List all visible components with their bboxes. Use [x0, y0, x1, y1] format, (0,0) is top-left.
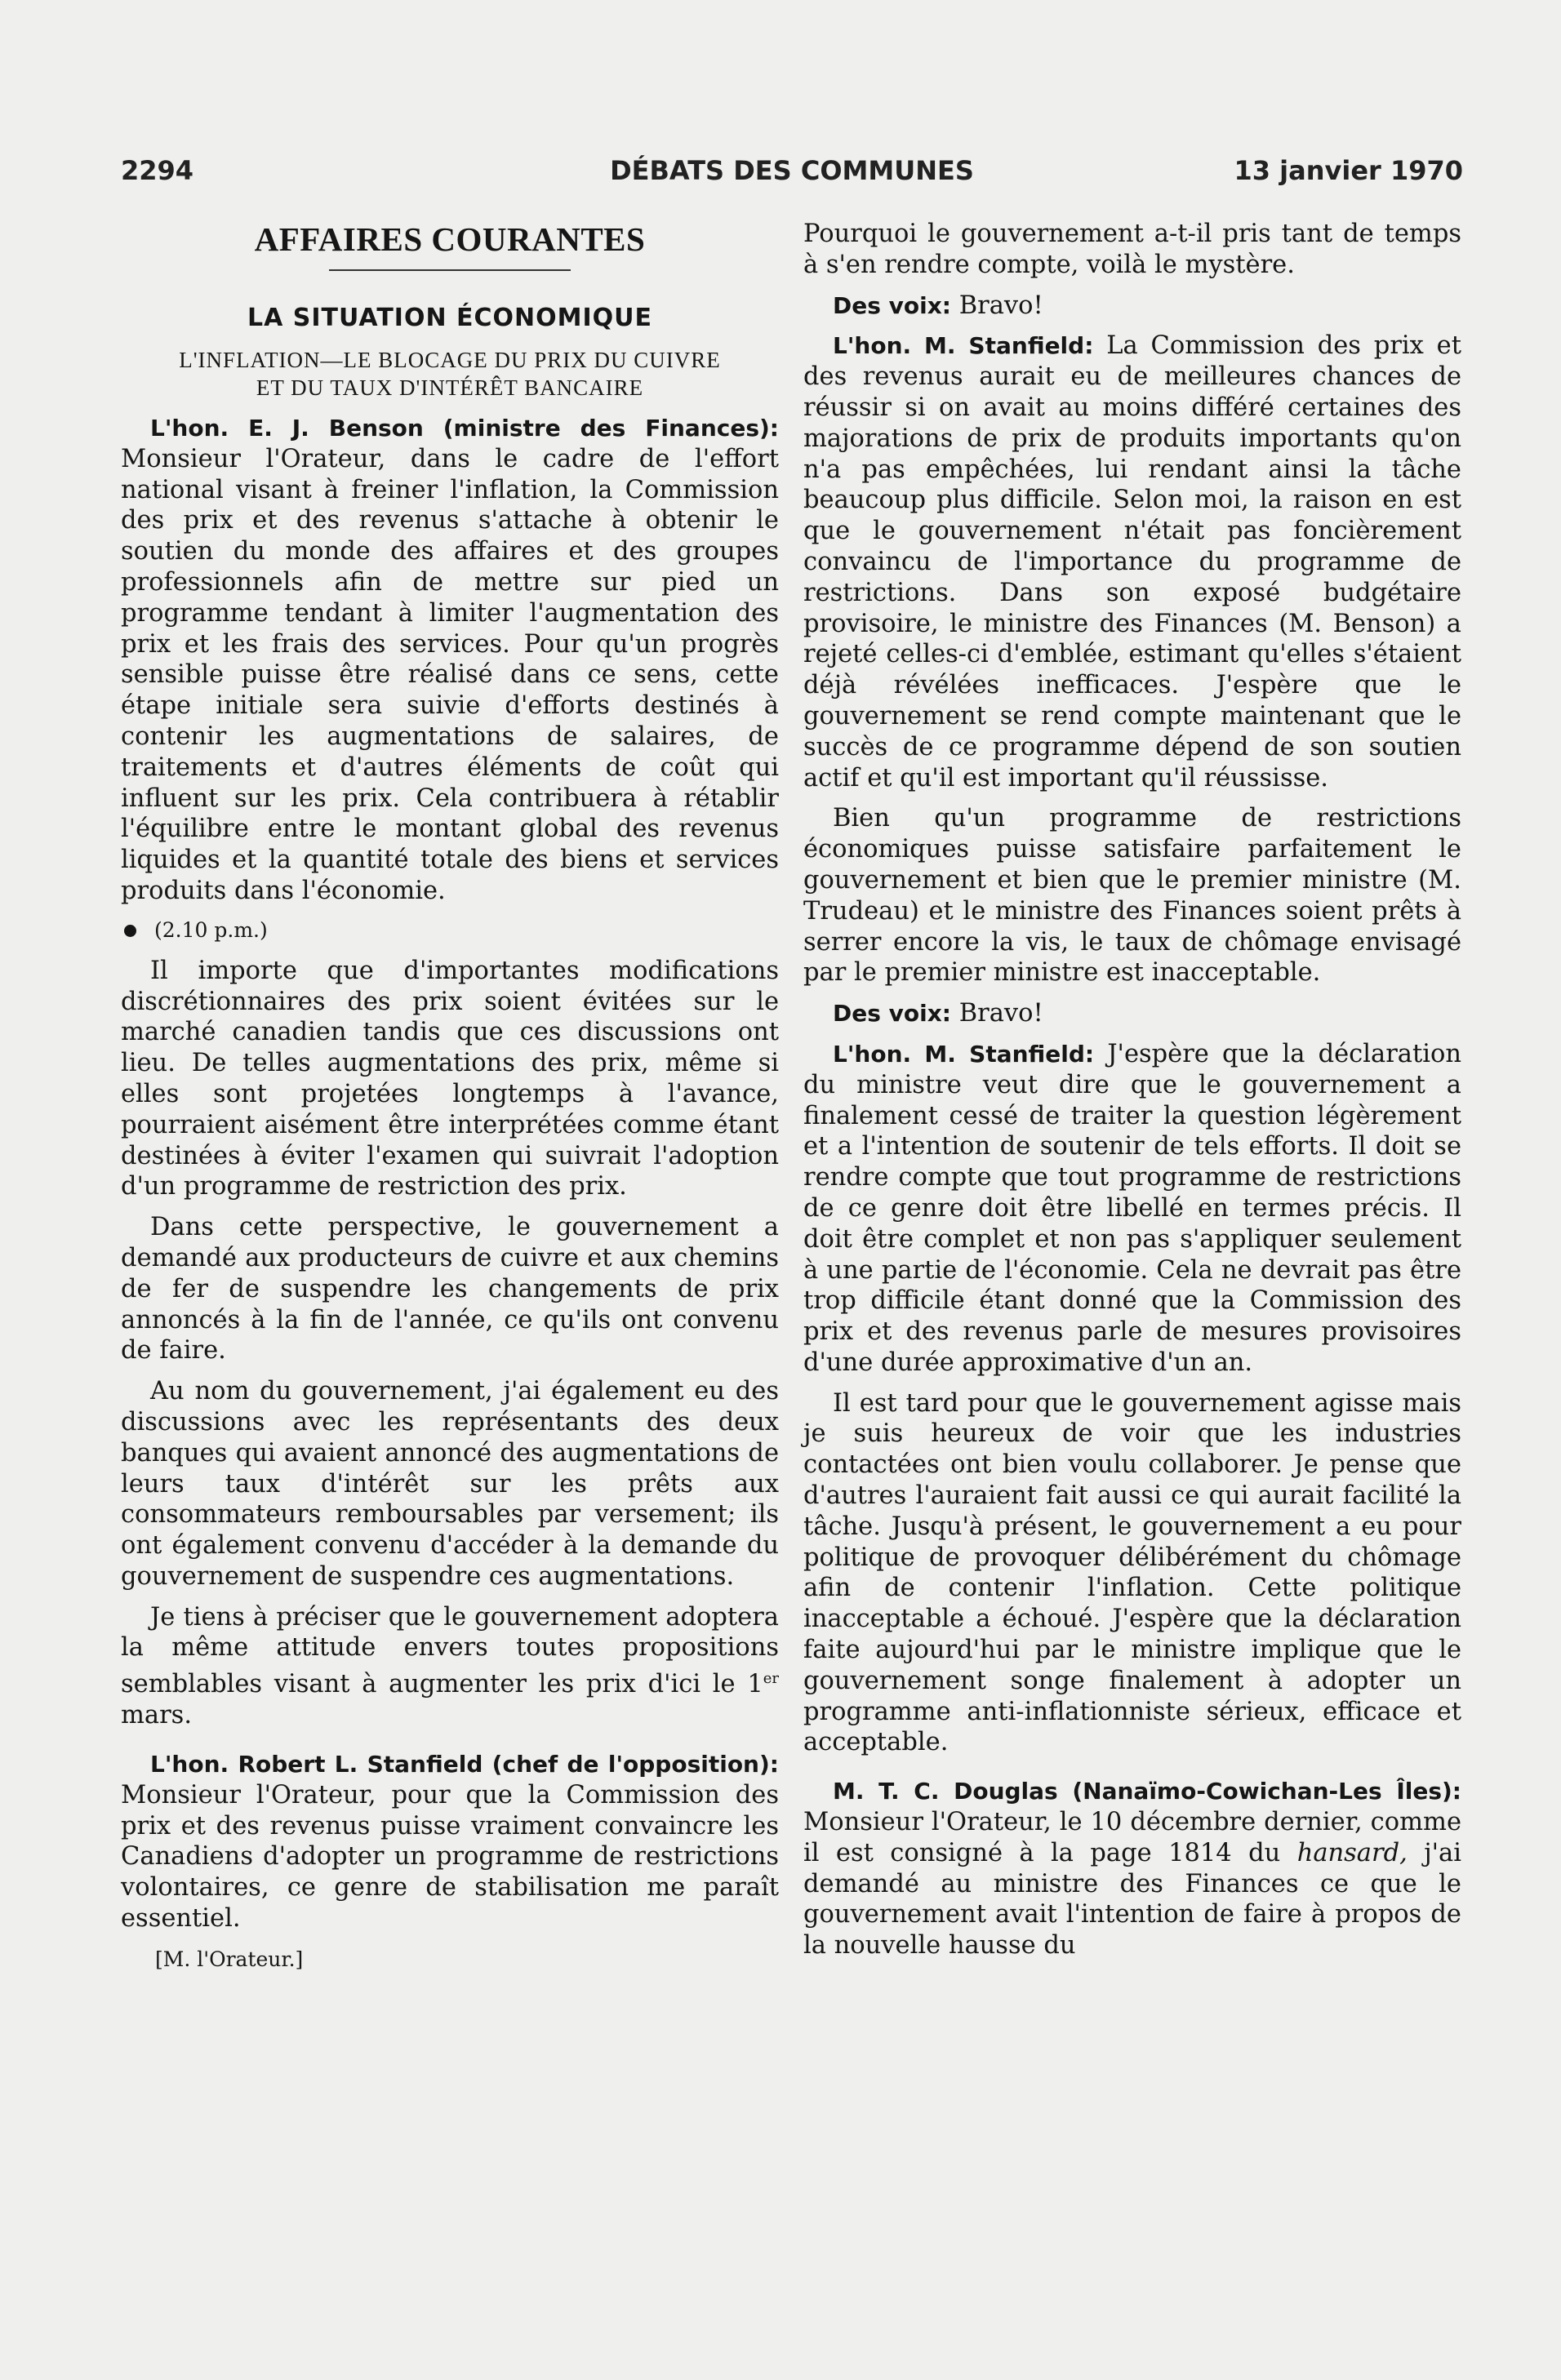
interjection: [803, 291, 1461, 322]
speaker-name: L'hon. Robert L. Stanfield (chef de l'opposition):: [150, 1751, 779, 1778]
page-header: [121, 155, 1463, 196]
paragraph-text: Monsieur l'Orateur, dans le cadre de l'effort national visant à freiner l'inflation, la Commission des prix et des revenus s'attache à obtenir le soutien du monde des affaires et des groupes professionnels afin de mettre sur pied un programme tendant à limiter l'augmentation des prix et les frais des services. Pour qu'un progrès sensible puisse être réalisé dans ce sens, cette étape initiale sera suivie d'efforts destinés à contenir les augmentations de salaires, de traitements et d'autres éléments de coût qui influent sur les prix. Cela contribuera à rétablir l'équilibre entre le montant global des revenus liquides et la quantité totale des biens et services produits dans l'économie.: [121, 444, 779, 905]
page-number: 2294: [121, 155, 194, 186]
superscript: er: [763, 1670, 779, 1688]
paragraph: [803, 331, 1461, 793]
paragraph: [121, 413, 779, 907]
paragraph: [121, 1749, 779, 1934]
right-column: [803, 219, 1461, 1971]
speaker-name: M. T. C. Douglas (Nanaïmo-Cowichan-Les Îles):: [833, 1778, 1461, 1805]
paragraph: [803, 1776, 1461, 1961]
paragraph: Au nom du gouvernement, j'ai également eu des discussions avec les représentants des deux banques qui avaient annoncé des augmentations de leurs taux d'intérêt sur les prêts aux consommateurs remboursables par versement; ils ont également convenu d'accéder à la demande du gouvernement de suspendre ces augmentations.: [121, 1377, 779, 1591]
paragraph: Pourquoi le gouvernement a-t-il pris tant de temps à s'en rendre compte, voilà le mystère.: [803, 220, 1461, 279]
speaker-name: L'hon. M. Stanfield:: [833, 332, 1094, 360]
speaker-name: L'hon. E. J. Benson (ministre des Finances):: [150, 415, 779, 442]
paragraph: Bien qu'un programme de restrictions économiques puisse satisfaire parfaitement le gouvernement et bien que le premier ministre (M. Trudeau) et le ministre des Finances soient prêts à serrer encore la vis, le taux de chômage envisagé par le premier ministre est inacceptable.: [803, 804, 1461, 988]
paragraph: [803, 1039, 1461, 1379]
page-date: 13 janvier 1970: [1234, 155, 1463, 186]
paragraph: Dans cette perspective, le gouvernement a demandé aux producteurs de cuivre et aux chemins de fer de suspendre les changements de prix annoncés à la fin de l'année, ce qu'ils ont convenu de faire.: [121, 1213, 779, 1365]
paragraph-text: Monsieur l'Orateur, pour que la Commission des prix et des revenus puisse vraiment convaincre les Canadiens d'adopter un programme de restrictions volontaires, ce genre de stabilisation me paraît essentiel.: [121, 1780, 779, 1934]
paragraph-text: J'espère que la déclaration du ministre veut dire que le gouvernement a finalement cessé de traiter la question légèrement et a l'intention de soutenir de tels efforts. Il doit se rendre compte que tout programme de restrictions de ce genre doit être libellé en termes précis. Il doit être complet et non pas s'appliquer seulement à une partie de l'économie. Cela ne devrait pas être trop difficile étant donné que la Commission des prix et des revenus parle de mesures provisoires d'une durée approximative d'un an.: [803, 1039, 1461, 1377]
paragraph-text: mars.: [121, 1701, 193, 1730]
running-title: DÉBATS DES COMMUNES: [610, 155, 974, 186]
time-stamp: [121, 917, 779, 944]
topic-heading: L'INFLATION—LE BLOCAGE DU PRIX DU CUIVRE ET DU TAUX D'INTÉRÊT BANCAIRE: [179, 348, 721, 400]
paragraph-text: Bravo!: [958, 291, 1043, 320]
title-rule: [329, 269, 571, 271]
paragraph-text: Bravo!: [958, 999, 1043, 1028]
paragraph: Il est tard pour que le gouvernement agisse mais je suis heureux de voir que les industries contactées ont bien voulu collaborer. Je pense que d'autres l'auraient fait aussi ce qui aurait facilité la tâche. Jusqu'à présent, le gouvernement a eu pour politique de provoquer délibérément du chômage afin de contenir l'inflation. Cette politique inacceptable a échoué. J'espère que la déclaration faite aujourd'hui par le ministre implique que le gouvernement songe finalement à adopter un programme anti-inflationniste sérieux, efficace et acceptable.: [803, 1388, 1461, 1757]
speaker-marker: [M. l'Orateur.]: [155, 1947, 304, 1971]
section-title: AFFAIRES COURANTES: [254, 220, 646, 258]
paragraph-text: La Commission des prix et des revenus aurait eu de meilleures chances de réussir si on avait au moins différé certaines des majorations de prix de produits importants qu'on n'a pas empêchées, lui rendant ainsi la tâche beaucoup plus difficile. Selon moi, la raison en est que le gouvernement n'était pas foncièrement convaincu de l'importance du programme de restrictions. Dans son exposé budgétaire provisoire, le ministre des Finances (M. Benson) a rejeté celles-ci d'emblée, estimant qu'elles s'étaient déjà révélées inefficaces. J'espère que le gouvernement se rend compte maintenant que le succès de ce programme dépend de son soutien actif et qu'il est important qu'il réussisse.: [803, 331, 1461, 793]
paragraph-text: Je tiens à préciser que le gouvernement adoptera la même attitude envers toutes propositions semblables visant à augmenter les prix d'ici le 1: [121, 1602, 779, 1699]
paragraph: [121, 1602, 779, 1731]
speaker-name: Des voix:: [833, 291, 951, 319]
speaker-name: Des voix:: [833, 1000, 951, 1028]
italic-text: hansard,: [1296, 1838, 1408, 1867]
subsection-title: LA SITUATION ÉCONOMIQUE: [247, 304, 652, 332]
bullet-icon: [124, 925, 136, 937]
time-stamp-text: (2.10 p.m.): [154, 917, 268, 942]
paragraph-text: j'ai demandé au ministre des Finances ce que le gouvernement avait l'intention de faire à propos de la nouvelle hausse du: [803, 1838, 1461, 1960]
interjection: [803, 998, 1461, 1029]
speaker-name: L'hon. M. Stanfield:: [833, 1040, 1095, 1068]
left-column: [121, 219, 779, 1975]
paragraph: Il importe que d'importantes modifications discrétionnaires des prix soient évitées sur le marché canadien tandis que ces discussions ont lieu. De telles augmentations des prix, même si elles sont projetées longtemps à l'avance, pourraient aisément être interprétées comme étant destinées à éviter l'examen qui suivrait l'adoption d'un programme de restriction des prix.: [121, 956, 779, 1201]
paragraph-text: Monsieur l'Orateur, le 10 décembre dernier, comme il est consigné à la page 1814 du: [803, 1808, 1461, 1867]
